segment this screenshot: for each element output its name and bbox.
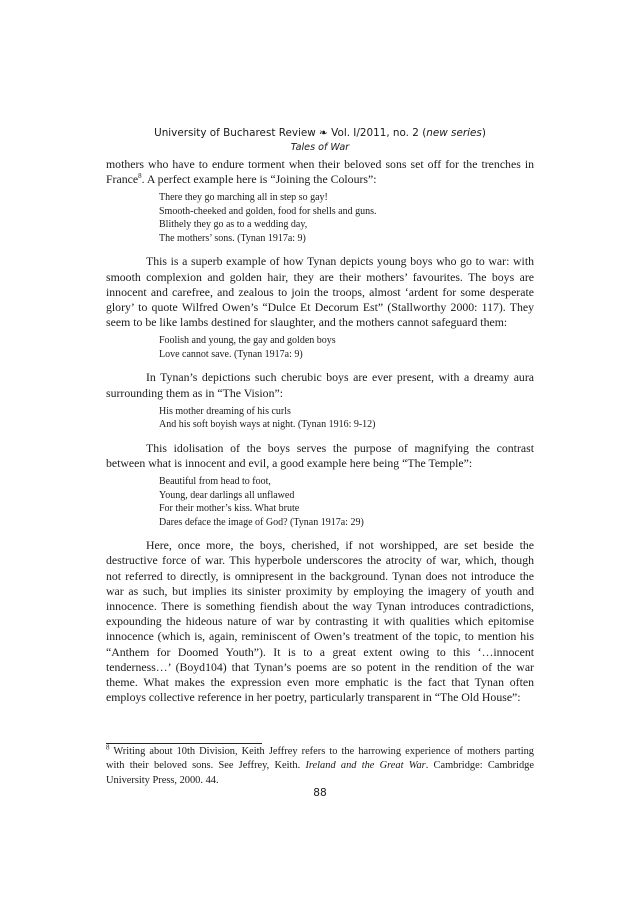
fleuron-icon: ❧ <box>319 127 328 139</box>
footnote-text-b: . Cambridge: Cambridge University Press, 2000. 44. <box>106 760 534 786</box>
quote-line: Foolish and young, the gay and golden boys <box>159 335 336 347</box>
footnote <box>106 745 534 788</box>
quote-line: Smooth-cheeked and golden, food for shells and guns. <box>159 205 377 217</box>
quote-line: His mother dreaming of his curls <box>159 405 291 417</box>
quote-line: Young, dear darlings all unflawed <box>159 489 295 501</box>
quote-line: The mothers’ sons. (Tynan 1917a: 9) <box>159 232 306 244</box>
page-number: 88 <box>313 787 327 799</box>
paragraph-2: This is a superb example of how Tynan depicts young boys who go to war: with smooth complexion and golden hair, they are their mothers’ favourites. The boys are innocent and carefree, and zealous to join the troops, almost ‘ardent for some desperate glory’ to quote Wilfred Owen’s “Dulce Et Decorum Est” (Stallworthy 2000: 117). They seem to be like lambs destined for slaughter, and the mothers cannot safeguard them: <box>106 254 534 330</box>
paragraph-1-text-b: . A perfect example here is “Joining the Colours”: <box>141 172 377 187</box>
running-title <box>106 142 534 153</box>
quote-line: And his soft boyish ways at night. (Tynan 1916: 9-12) <box>159 419 376 431</box>
quote-line: There they go marching all in step so gay! <box>159 192 328 204</box>
footnote-book-title: Ireland and the Great War <box>305 760 426 772</box>
quote-line: For their mother’s kiss. What brute <box>159 503 300 515</box>
footnote-ref[interactable]: 8 <box>138 172 142 181</box>
quote-line: Beautiful from head to foot, <box>159 476 271 488</box>
quote-joining-the-colours <box>159 191 534 245</box>
running-header <box>106 127 534 139</box>
running-title-text: Tales of War <box>290 142 350 153</box>
paragraph-3: In Tynan’s depictions such cherubic boys are ever present, with a dreamy aura surrounding them as in “The Vision”: <box>106 370 534 400</box>
volume-close: ) <box>481 127 486 139</box>
paragraph-1 <box>106 157 534 187</box>
quote-the-vision <box>159 405 534 432</box>
main-text <box>106 157 534 705</box>
volume-info: Vol. I/2011, no. 2 ( <box>331 127 427 139</box>
paragraph-5: Here, once more, the boys, cherished, if not worshipped, are set beside the destructive force of war. This hyperbole underscores the atrocity of war, which, though not referred to directly, is omnipresent in the background. Tynan does not introduce the war as such, but implies its sinister proximity by employing the imagery of youth and innocence. There is something fiendish about the way Tynan introduces contradictions, expounding the hideous nature of war by contrasting it with qualities which epitomise innocence (which is, again, reminiscent of Owen’s treatment of the topic, to mention his “Anthem for Doomed Youth”). It is to a great extent owing to this ‘…innocent tenderness…’ (Boyd104) that Tynan’s poems are so potent in the rendition of the war theme. What makes the expression even more emphatic is the fact that Tynan often employs collective reference in her poetry, particularly transparent in “The Old House”: <box>106 538 534 705</box>
quote-line: Blithely they go as to a wedding day, <box>159 219 308 231</box>
series-label: new series <box>426 127 482 139</box>
quote-foolish-and-young <box>159 334 534 361</box>
paragraph-1-text-a: mothers who have to endure torment when their beloved sons set off for the trenches in France <box>106 157 534 187</box>
quote-line: Love cannot save. (Tynan 1917a: 9) <box>159 348 303 360</box>
paragraph-4: This idolisation of the boys serves the purpose of magnifying the contrast between what is innocent and evil, a good example here being “The Temple”: <box>106 440 534 471</box>
journal-name: University of Bucharest Review <box>154 127 316 139</box>
footnote-text-a: Writing about 10th Division, Keith Jeffrey refers to the harrowing experience of mothers parting with their beloved sons. See Jeffrey, Keith. <box>106 746 534 772</box>
quote-the-temple <box>159 475 534 529</box>
footnote-number: 8 <box>106 743 110 752</box>
footnote-divider <box>106 743 262 744</box>
quote-line: Dares deface the image of God? (Tynan 1917a: 29) <box>159 516 364 528</box>
